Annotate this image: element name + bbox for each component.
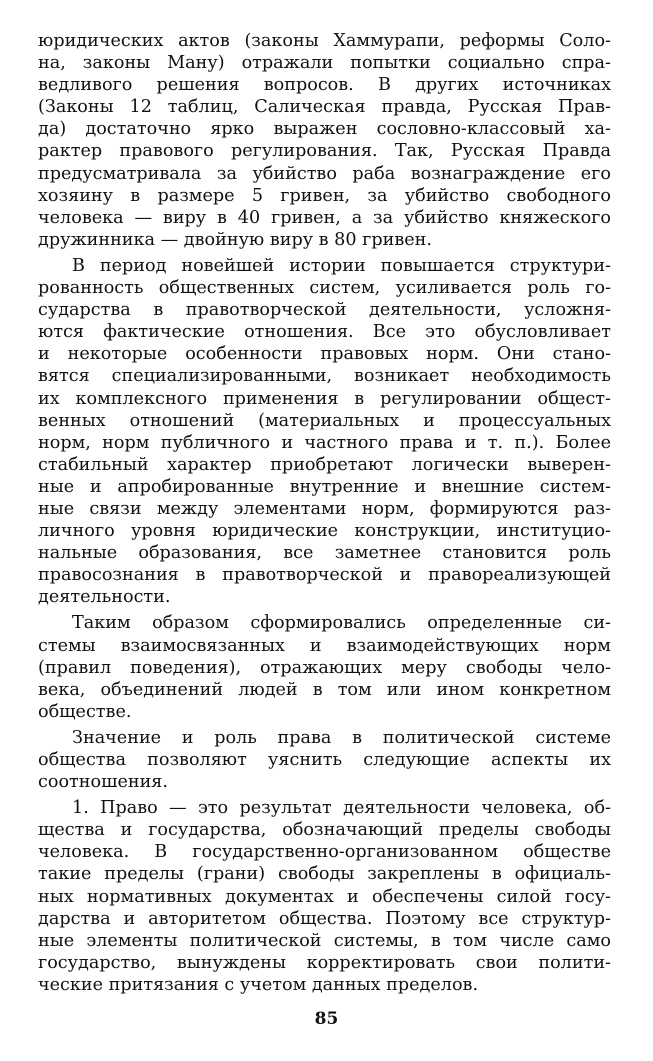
text-line: дружинника — двойную виру в 80 гривен. xyxy=(38,229,433,250)
text-line: и некоторые особенности правовых норм. Они стано- xyxy=(38,344,611,365)
text-line: (Законы 12 таблиц, Салическая правда, Русская Прав- xyxy=(38,97,611,118)
text-line: человека — виру в 40 гривен, а за убийство княжеского xyxy=(38,207,611,228)
paragraph-p5 xyxy=(38,797,611,996)
text-line: Таким образом сформировались определенные си- xyxy=(72,613,611,634)
text-line: дарства и авторитетом общества. Поэтому все структур- xyxy=(38,908,611,929)
text-line: стемы взаимосвязанных и взаимодействующих норм xyxy=(38,635,611,656)
text-line: Значение и роль права в политической системе xyxy=(72,727,611,748)
text-line: их комплексного применения в регулировании общест- xyxy=(38,388,611,409)
text-line: государство, вынуждены корректировать свои полити- xyxy=(38,952,611,973)
text-line: соотношения. xyxy=(38,772,169,793)
text-line: вятся специализированными, возникает необходимость xyxy=(38,366,611,387)
text-line: общества позволяют уяснить следующие аспекты их xyxy=(38,750,611,770)
text-line: стабильный характер приобретают логически выверен- xyxy=(38,454,611,475)
text-line: ные и апробированные внутренние и внешние систем- xyxy=(38,476,611,497)
text-line: века, объединений людей в том или ином конкретном xyxy=(38,679,611,700)
text-line: ведливого решения вопросов. В других источниках xyxy=(38,75,611,96)
text-line: венных отношений (материальных и процессуальных xyxy=(38,410,611,431)
text-line: предусматривала за убийство раба вознаграждение его xyxy=(38,163,611,184)
text-line: правосознания в правотворческой и правореализующей xyxy=(38,565,611,586)
paragraph-p2 xyxy=(38,255,611,609)
text-line: В период новейшей истории повышается структури- xyxy=(72,255,611,276)
text-line: рованность общественных систем, усиливается роль го- xyxy=(38,278,611,299)
text-line: деятельности. xyxy=(38,587,171,608)
text-line: (правил поведения), отражающих меру свободы чело- xyxy=(38,657,611,678)
page-body xyxy=(38,30,611,1000)
paragraph-p1 xyxy=(38,30,611,251)
text-line: ные связи между элементами норм, формируются раз- xyxy=(38,498,611,519)
page-number: 85 xyxy=(314,1009,339,1029)
text-line: 1. Право — это результат деятельности человека, об- xyxy=(72,798,611,819)
text-line: ных нормативных документах и обеспечены силой госу- xyxy=(38,886,611,907)
text-line: норм, норм публичного и частного права и т. п.). Более xyxy=(38,432,611,453)
paragraph-p4 xyxy=(38,727,611,793)
text-line: щества и государства, обозначающий пределы свободы xyxy=(38,820,611,841)
text-line: ются фактические отношения. Все это обусловливает xyxy=(38,322,611,343)
text-line: ные элементы политической системы, в том числе само xyxy=(38,930,611,951)
text-line: да) достаточно ярко выражен сословно-классовый ха- xyxy=(38,119,611,140)
paragraph-p3 xyxy=(38,612,611,722)
text-line: обществе. xyxy=(38,701,132,722)
text-line: человека. В государственно-организованном обществе xyxy=(38,842,611,863)
text-line: нальные образования, все заметнее становится роль xyxy=(38,543,611,564)
text-line: сударства в правотворческой деятельности, усложня- xyxy=(38,300,611,321)
text-line: ческие притязания с учетом данных пределов. xyxy=(38,974,479,995)
text-line: рактер правового регулирования. Так, Русская Правда xyxy=(38,141,611,162)
text-line: на, законы Ману) отражали попытки социально спра- xyxy=(38,53,611,74)
text-line: хозяину в размере 5 гривен, за убийство свободного xyxy=(38,185,611,206)
text-line: такие пределы (грани) свободы закреплены в официаль- xyxy=(38,864,611,885)
text-line: личного уровня юридические конструкции, институцио- xyxy=(38,521,611,542)
text-line: юридических актов (законы Хаммурапи, реформы Соло- xyxy=(38,31,611,51)
